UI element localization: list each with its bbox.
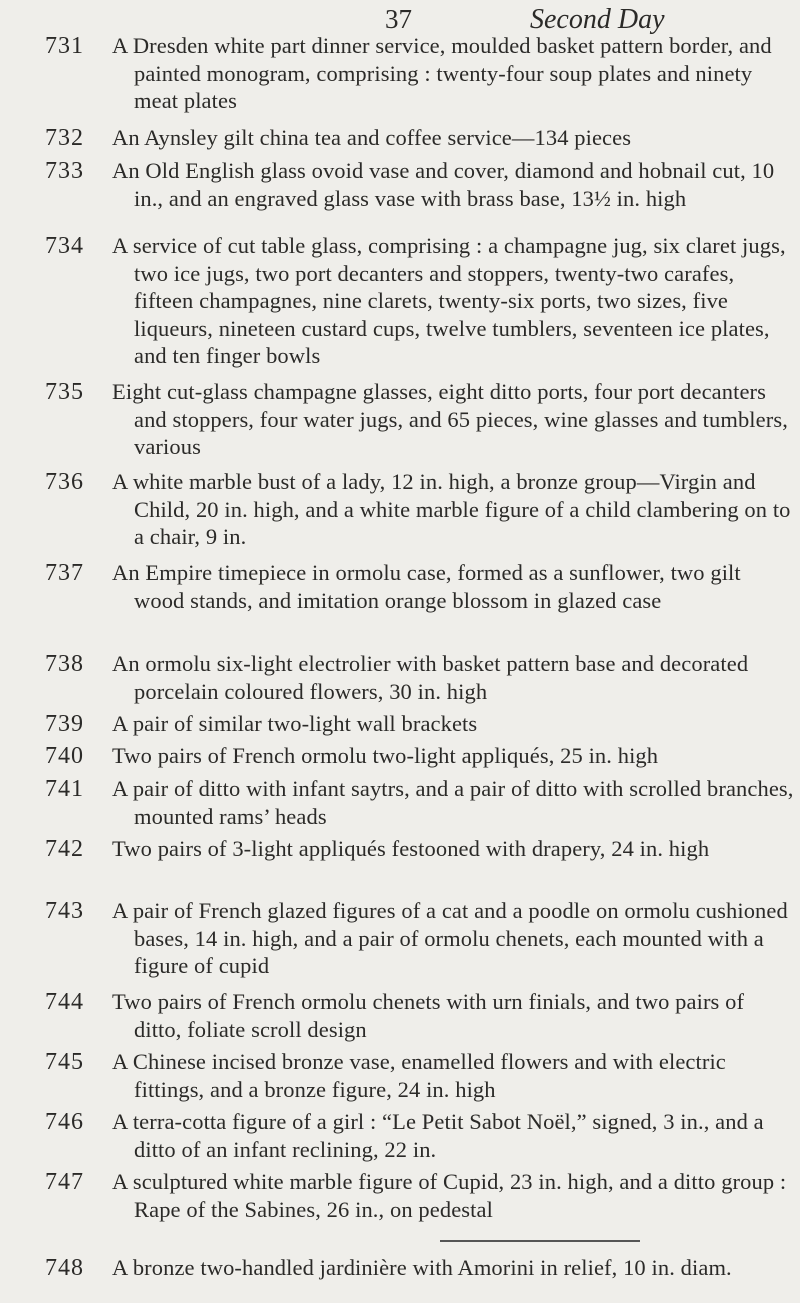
lot-description: Two pairs of French ormolu two-light appliqués, 25 in. high (112, 743, 659, 768)
lot-description: A terra-cotta figure of a girl : “Le Petit Sabot Noël,” signed, 3 in., and a ditto of an infant reclining, 22 in. (112, 1109, 764, 1162)
lot-description: A pair of ditto with infant saytrs, and a pair of ditto with scrolled branches, mounted rams’ heads (112, 776, 794, 829)
lot-number: 732 (45, 125, 84, 151)
lot-number: 743 (45, 898, 84, 924)
lot-description: A pair of similar two-light wall brackets (112, 711, 478, 736)
lot-number: 741 (45, 776, 84, 802)
lot-description: A service of cut table glass, comprising : a champagne jug, six claret jugs, two ice jugs, two port decanters and stoppers, twenty-two carafes, fifteen champagnes, nine clarets, twenty-six ports, two sizes, five liqueurs, nineteen custard cups, twelve tumblers, seventeen ice plates, and ten finger bowls (112, 233, 786, 368)
lot-number: 742 (45, 836, 84, 862)
lot-number: 745 (45, 1049, 84, 1075)
lot-description: Two pairs of French ormolu chenets with urn finials, and two pairs of ditto, foliate scroll design (112, 989, 745, 1042)
page-number: 37 (385, 4, 412, 34)
lot-description: Two pairs of 3-light appliqués festooned with drapery, 24 in. high (112, 836, 710, 861)
lot-description: A white marble bust of a lady, 12 in. high, a bronze group—Virgin and Child, 20 in. high, and a white marble figure of a child clambering on to a chair, 9 in. (112, 469, 791, 549)
lot-description: An Empire timepiece in ormolu case, formed as a sunflower, two gilt wood stands, and imitation orange blossom in glazed case (112, 560, 741, 613)
lot-description: An Old English glass ovoid vase and cover, diamond and hobnail cut, 10 in., and an engraved glass vase with brass base, 13½ in. high (112, 158, 775, 211)
lot-number: 740 (45, 743, 84, 769)
lot-description: Eight cut-glass champagne glasses, eight ditto ports, four port decanters and stoppers, four water jugs, and 65 pieces, wine glasses and tumblers, various (112, 379, 788, 459)
section-divider (440, 1240, 640, 1242)
lot-number: 748 (45, 1255, 84, 1281)
lot-number: 737 (45, 560, 84, 586)
lot-description: An ormolu six-light electrolier with basket pattern base and decorated porcelain coloured flowers, 30 in. high (112, 651, 749, 704)
lot-number: 731 (45, 33, 84, 59)
lot-number: 733 (45, 158, 84, 184)
lot-number: 746 (45, 1109, 84, 1135)
lot-number: 736 (45, 469, 84, 495)
lot-description: A Chinese incised bronze vase, enamelled flowers and with electric fittings, and a bronze figure, 24 in. high (112, 1049, 726, 1102)
lot-number: 735 (45, 379, 84, 405)
lot-number: 747 (45, 1169, 84, 1195)
page-day-heading: Second Day (530, 4, 665, 35)
lot-description: A Dresden white part dinner service, moulded basket pattern border, and painted monogram, comprising : twenty-four soup plates and ninety meat plates (112, 33, 772, 113)
lot-description: A bronze two-handled jardinière with Amorini in relief, 10 in. diam. (112, 1255, 732, 1280)
lot-number: 739 (45, 711, 84, 737)
lot-number: 734 (45, 233, 84, 259)
lot-number: 744 (45, 989, 84, 1015)
lot-description: A pair of French glazed figures of a cat and a poodle on ormolu cushioned bases, 14 in. high, and a pair of ormolu chenets, each mounted with a figure of cupid (112, 898, 788, 978)
lot-description: A sculptured white marble figure of Cupid, 23 in. high, and a ditto group : Rape of the Sabines, 26 in., on pedestal (112, 1169, 787, 1222)
lot-number: 738 (45, 651, 84, 677)
lot-description: An Aynsley gilt china tea and coffee service—134 pieces (112, 125, 632, 150)
